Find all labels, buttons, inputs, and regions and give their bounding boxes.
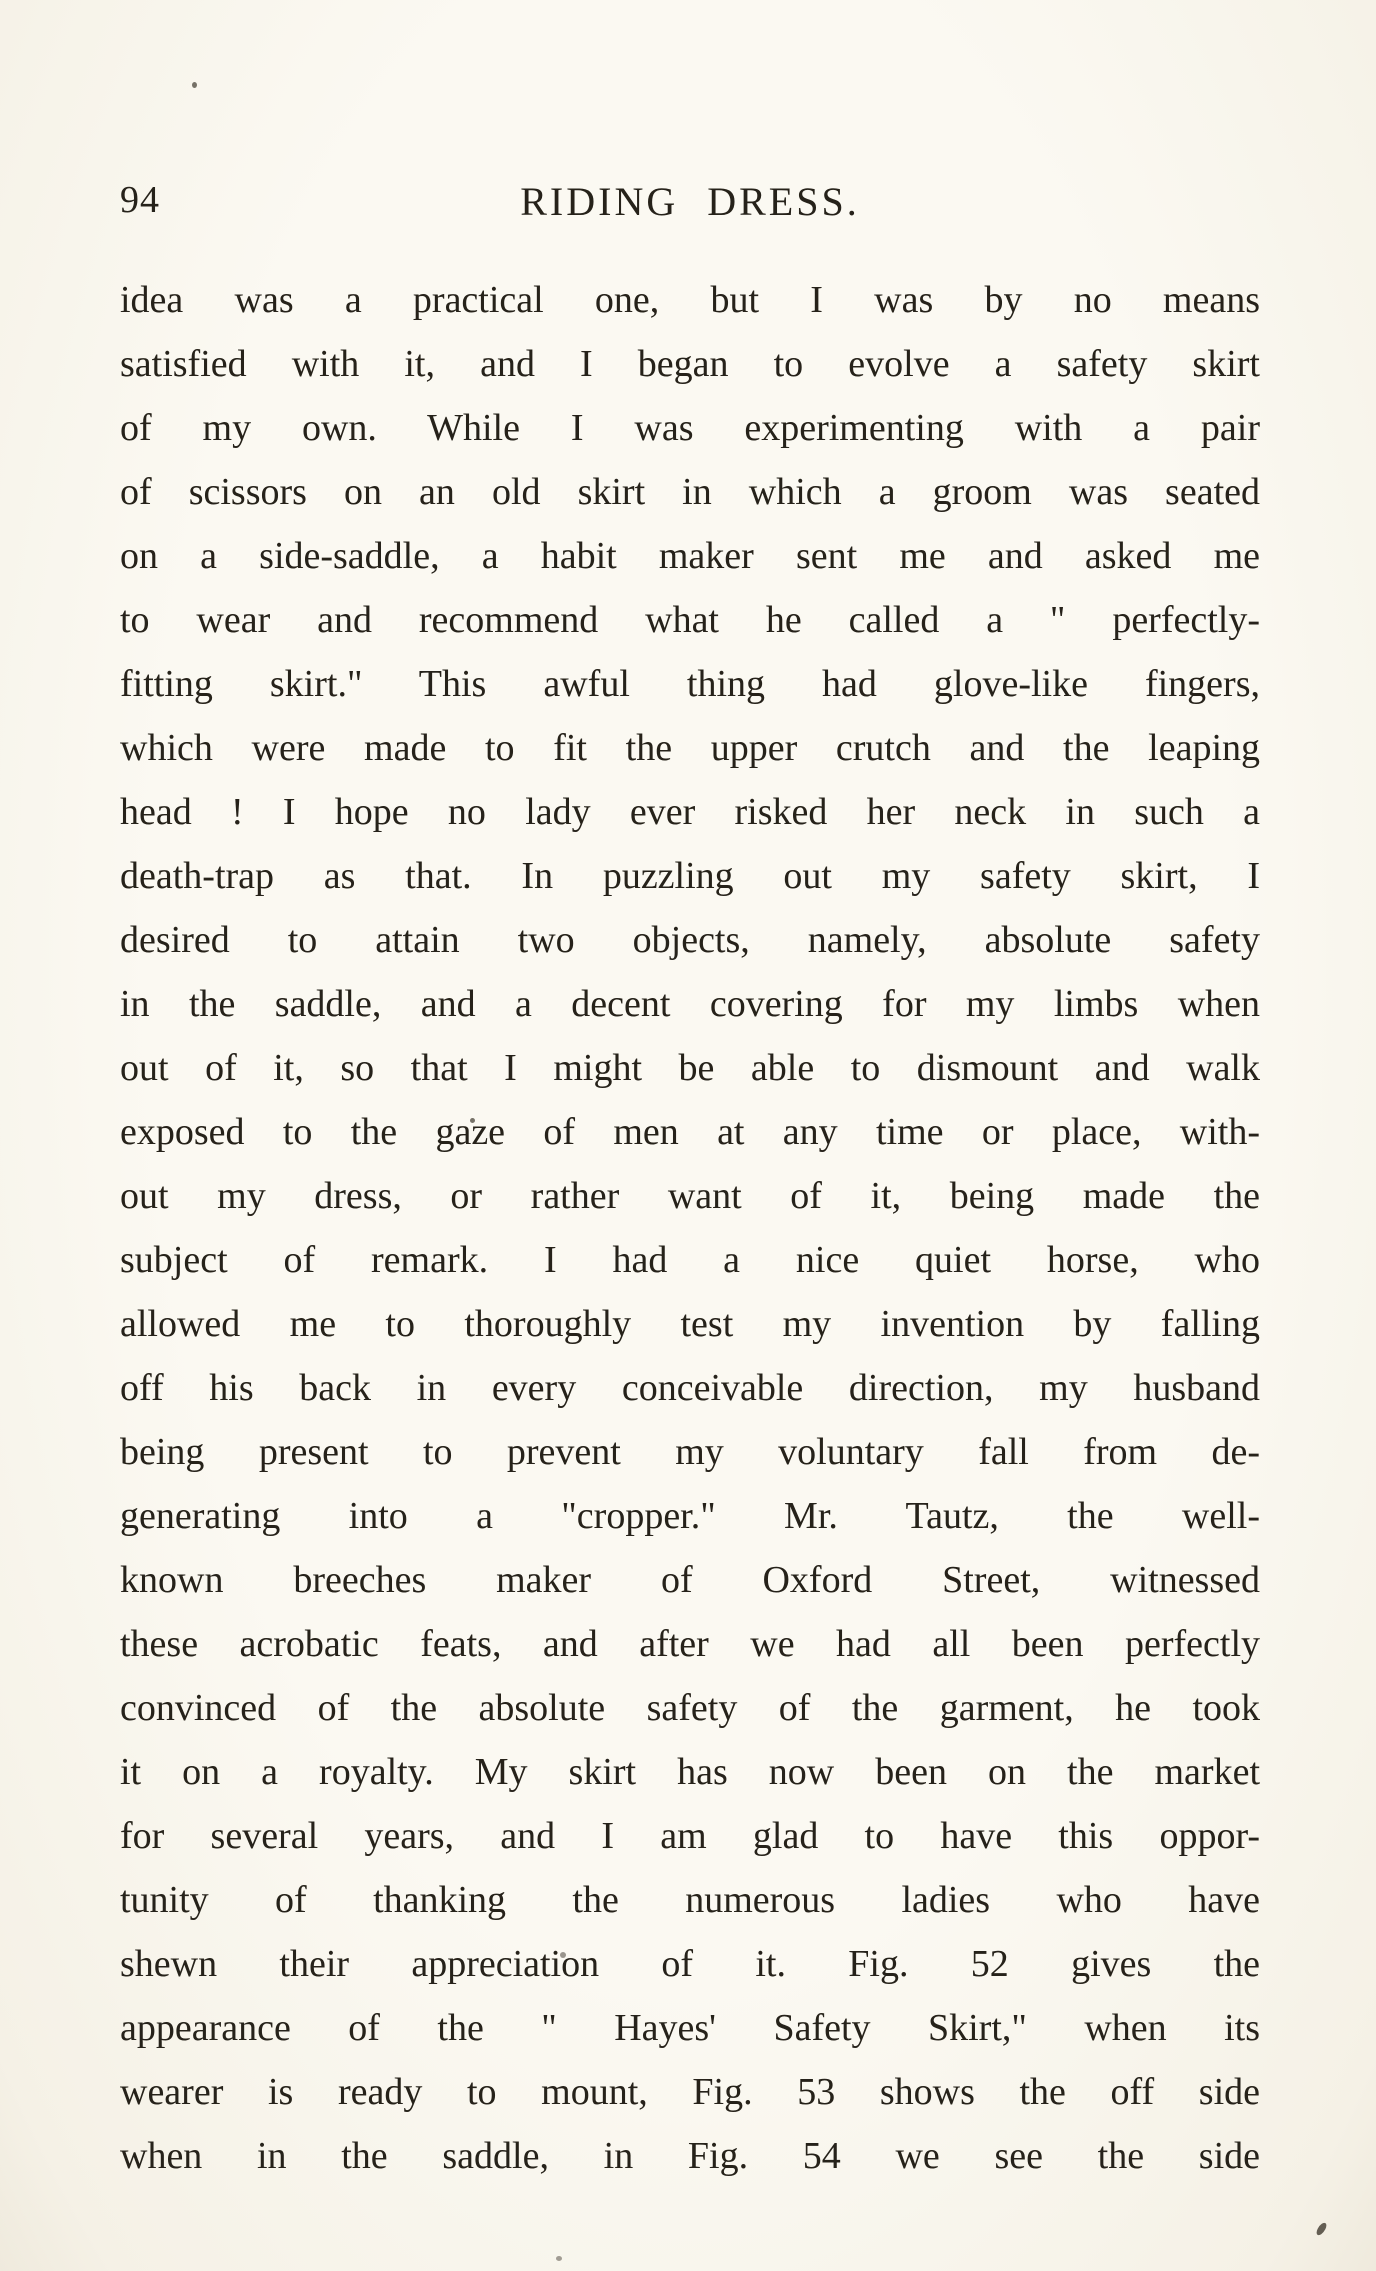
text-line: it on a royalty. My skirt has now been on the market [120,1751,1260,1793]
scan-speck [1315,2221,1328,2237]
text-line: which were made to fit the upper crutch and the leaping [120,727,1260,769]
page-content [120,0,1260,2188]
text-line: satisfied with it, and I began to evolve a safety skirt [120,343,1260,385]
text-line: of my own. While I was experimenting with a pair [120,407,1260,449]
page-body [120,268,1260,2188]
text-line: shewn their appreciation of it. Fig. 52 gives the [120,1943,1260,1985]
text-line: tunity of thanking the numerous ladies who have [120,1879,1260,1921]
text-line: in the saddle, and a decent covering for my limbs when [120,983,1260,1025]
text-line: out of it, so that I might be able to dismount and walk [120,1047,1260,1089]
text-line: to wear and recommend what he called a " perfectly- [120,599,1260,641]
text-line: off his back in every conceivable direction, my husband [120,1367,1260,1409]
text-line: allowed me to thoroughly test my invention by falling [120,1303,1260,1345]
text-line: when in the saddle, in Fig. 54 we see the side [120,2135,1260,2177]
scan-speck [556,2256,562,2261]
text-line: these acrobatic feats, and after we had all been perfectly [120,1623,1260,1665]
text-line: on a side-saddle, a habit maker sent me and asked me [120,535,1260,577]
text-line: of scissors on an old skirt in which a groom was seated [120,471,1260,513]
text-line: head ! I hope no lady ever risked her neck in such a [120,791,1260,833]
text-line: out my dress, or rather want of it, being made the [120,1175,1260,1217]
text-line: generating into a "cropper." Mr. Tautz, the well- [120,1495,1260,1537]
text-line: subject of remark. I had a nice quiet horse, who [120,1239,1260,1281]
running-title: RIDING DRESS. [520,179,860,224]
text-line: for several years, and I am glad to have this oppor- [120,1815,1260,1857]
page-number: 94 [120,179,160,221]
text-line: death-trap as that. In puzzling out my safety skirt, I [120,855,1260,897]
text-line: fitting skirt." This awful thing had glove-like fingers, [120,663,1260,705]
page-header [120,178,1260,230]
text-line: convinced of the absolute safety of the garment, he took [120,1687,1260,1729]
text-line: exposed to the gaze of men at any time or place, with- [120,1111,1260,1153]
text-line: idea was a practical one, but I was by no means [120,279,1260,321]
text-line: desired to attain two objects, namely, absolute safety [120,919,1260,961]
text-line: appearance of the " Hayes' Safety Skirt," when its [120,2007,1260,2049]
text-line: being present to prevent my voluntary fall from de- [120,1431,1260,1473]
text-line: wearer is ready to mount, Fig. 53 shows the off side [120,2071,1260,2113]
text-line: known breeches maker of Oxford Street, witnessed [120,1559,1260,1601]
